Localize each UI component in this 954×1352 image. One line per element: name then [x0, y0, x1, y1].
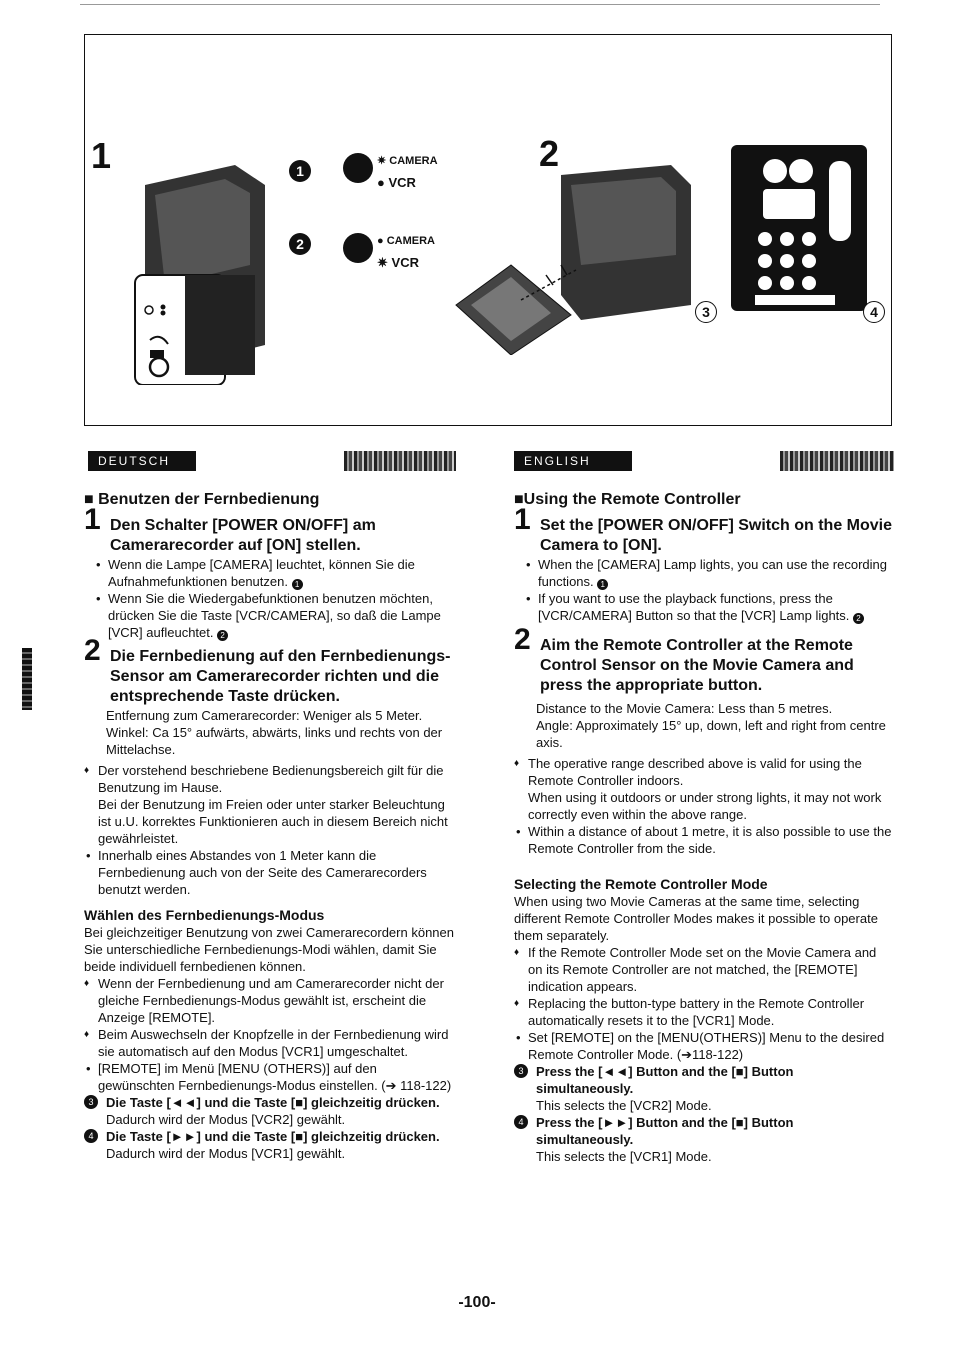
side-tab-marker — [22, 648, 32, 710]
lamp1-camera-label: CAMERA — [389, 155, 438, 167]
english-step-1-bullet-2: If you want to use the playback functions, press the [VCR/CAMERA] Button so that the [VCR] Lamp lights. — [538, 591, 850, 623]
figure-step-2-number: 2 — [539, 133, 560, 174]
german-step-1-bullet-1: Wenn die Lampe [CAMERA] leuchtet, können Sie die Aufnahmefunktionen benutzen. — [108, 557, 415, 589]
german-angle: Winkel: Ca 15° aufwärts, abwärts, links und rechts von der Mittelachse. — [106, 725, 443, 757]
lamp-indicator-2 — [343, 233, 373, 263]
lamp2-camera-label: CAMERA — [386, 235, 435, 247]
english-step-1-bullet-1: When the [CAMERA] Lamp lights, you can use the recording functions. — [538, 557, 888, 589]
figure-step-1-number: 1 — [91, 135, 112, 176]
lamp-indicator-1 — [343, 153, 373, 183]
german-marker-1: 1 — [292, 579, 303, 590]
english-marker-1: 1 — [597, 579, 608, 590]
lang-label-german: DEUTSCH — [88, 451, 196, 471]
sparkle-icon: ✷ — [377, 255, 388, 270]
german-step-3-text: Dadurch wird der Modus [VCR2] gewählt. — [106, 1112, 346, 1127]
english-step-3-marker: 3 — [514, 1064, 528, 1078]
german-step-3-title: Die Taste [◄◄] und die Taste [■] gleichzeitig drücken. — [106, 1095, 440, 1110]
top-rule — [80, 4, 880, 5]
english-step-1-title: Set the [POWER ON/OFF] Switch on the Movie Camera to [ON]. — [540, 517, 893, 554]
german-diamond-1: ♦ Der vorstehend beschriebene Bedienungsbereich gilt für die Benutzung im Hause. — [84, 762, 456, 796]
english-step-4-title: Press the [►►] Button and the [■] Button simultaneously. — [536, 1115, 794, 1147]
german-step-4-marker: 4 — [84, 1129, 98, 1143]
english-diamond-2: ♦ If the Remote Controller Mode set on the Movie Camera and on its Remote Controller are not matched, the [REMOTE] indication appears. — [514, 944, 894, 995]
german-step-3-marker: 3 — [84, 1095, 98, 1109]
german-bullet-4: • [REMOTE] im Menü [MENU (OTHERS)] auf den gewünschten Fernbedienungs-Modus einstellen. (➔ 118-122) — [84, 1060, 456, 1094]
page-number: -100- — [458, 1294, 496, 1311]
english-diamond-1: ♦ The operative range described above is valid for using the Remote Controller indoors. — [514, 755, 894, 789]
marker-1: 1 — [289, 160, 311, 182]
camcorder-illustration-1 — [125, 145, 275, 385]
dot-icon: ● — [377, 175, 385, 190]
german-step-2-number: 2 — [84, 634, 101, 667]
illustration-box — [84, 34, 892, 426]
german-subheading: Wählen des Fernbedienungs-Modus — [84, 907, 325, 923]
marker-3: 3 — [695, 301, 717, 323]
lamp1-vcr-label: VCR — [388, 175, 416, 190]
lang-label-english: ENGLISH — [514, 451, 632, 471]
marker-4: 4 — [863, 301, 885, 323]
english-step-3-title: Press the [◄◄] Button and the [■] Button simultaneously. — [536, 1064, 794, 1096]
sparkle-icon: ✷ — [377, 155, 387, 167]
english-step-3-text: This selects the [VCR2] Mode. — [536, 1098, 712, 1113]
english-marker-2: 2 — [853, 613, 864, 624]
english-sub-paragraph: When using two Movie Cameras at the same time, selecting different Remote Controller Modes makes it possible to operate them separately. — [514, 894, 878, 943]
german-step-1-title: Den Schalter [POWER ON/OFF] am Camerarecorder auf [ON] stellen. — [110, 517, 376, 554]
english-subheading: Selecting the Remote Controller Mode — [514, 876, 768, 892]
english-bullet-4: • Set [REMOTE] on the [MENU(OTHERS)] Menu to the desired Remote Controller Mode. (➔118-122) — [514, 1029, 894, 1063]
english-diamond-3: ♦ Replacing the button-type battery in the Remote Controller automatically resets it to the [VCR1] Mode. — [514, 995, 894, 1029]
remote-controller-illustration — [729, 143, 869, 313]
german-step-1-bullet-2: Wenn Sie die Wiedergabefunktionen benutzen möchten, drücken Sie die Taste [VCR/CAMERA], so daß die Lampe [VCR] aufleuchtet. — [108, 591, 441, 640]
english-step-2-number: 2 — [514, 623, 531, 656]
german-diamond-3: ♦ Beim Auswechseln der Knopfzelle in der Fernbedienung wird sie automatisch auf den Modus [VCR1] umgeschaltet. — [84, 1026, 456, 1060]
english-diamond-1-cont: When using it outdoors or under strong lights, it may not work correctly even within the above range. — [528, 790, 882, 822]
german-step-1-number: 1 — [84, 503, 101, 536]
english-bullet-3: • Within a distance of about 1 metre, it is also possible to use the Remote Controller from the side. — [514, 823, 894, 857]
english-step-1-number: 1 — [514, 503, 531, 536]
german-diamond-1-cont: Bei der Benutzung im Freien oder unter starker Beleuchtung ist u.U. korrektes Funktionieren auch in diesem Bereich nicht gewährleistet. — [98, 797, 448, 846]
english-step-4-text: This selects the [VCR1] Mode. — [536, 1149, 712, 1164]
dot-icon: ● — [377, 235, 384, 247]
english-step-2-title: Aim the Remote Controller at the Remote Control Sensor on the Movie Camera and press the appropriate button. — [540, 637, 854, 694]
english-heading: Using the Remote Controller — [523, 491, 741, 508]
lang-pattern-bar-english — [780, 451, 894, 471]
german-step-2-title: Die Fernbedienung auf den Fernbedienungs-Sensor am Camerarecorder richten und die entsprechende Taste drücken. — [110, 648, 451, 705]
german-column: ■ Benutzen der Fernbedienung 1 Den Schalter [POWER ON/OFF] am Camerarecorder auf [ON] stellen. • Wenn die Lampe [CAMERA] leuchtet, können Sie die Aufnahmefunktionen benutzen. 1 • Wenn Sie die Wiedergabefunktionen benutzen möchten, drücken Sie die Taste [VCR/CAMERA], so daß die Lampe [VCR] aufleuchtet. 2 2 Die Fernbedienung auf den Fernbedienungs-Sensor am Camerarecorder richten und die entsprechende Taste drücken. Entfernung zum Camerarecorder: Weniger als 5 Meter. Winkel: Ca 15° aufwärts, abwärts, links und rechts von der Mittelachse. ♦ Der vorstehend beschriebene Bedienungsbereich gilt für die Benutzung im Hause. Bei der Benutzung im Freien oder unter starker Beleuchtung ist u.U. korrektes Funktionieren auch in diesem Bereich nicht gewährleistet. • Innerhalb eines Abstandes von 1 Meter kann die Fernbedienung auch von der Seite des Camerarecorders benutzt werden. Wählen des Fernbedienungs-Modus Bei gleichzeitiger Benutzung von zwei Camerarecordern können Sie unterschiedliche Fernbedienungs-Modi wählen, damit Sie beide individuell fernbedienen können. ♦ Wenn der Fernbedienung und am Camerarecorder nicht der gleiche Fernbedienungs-Modus gewählt ist, erscheint die Anzeige [REMOTE]. ♦ Beim Auswechseln der Knopfzelle in der Fernbedienung wird sie automatisch auf den Modus [VCR1] umgeschaltet. • [REMOTE] im Menü [MENU (OTHERS)] auf den gewünschten Fernbedienungs-Modus einstellen. (➔ 118-122) 3 Die Taste [◄◄] und die Taste [■] gleichzeitig drücken. Dadurch wird der Modus [VCR2] gewählt. 4 Die Taste [►►] und die Taste [■] gleichzeitig drücken. Dadurch wird der Modus [VCR1] gewählt. — [84, 490, 456, 1162]
english-angle: Angle: Approximately 15° up, down, left and right from centre axis. — [536, 718, 886, 750]
german-marker-2: 2 — [217, 630, 228, 641]
german-heading: Benutzen der Fernbedienung — [98, 491, 320, 508]
german-distance: Entfernung zum Camerarecorder: Weniger als 5 Meter. — [106, 708, 423, 723]
german-diamond-2: ♦ Wenn der Fernbedienung und am Camerarecorder nicht der gleiche Fernbedienungs-Modus gewählt ist, erscheint die Anzeige [REMOTE]. — [84, 975, 456, 1026]
english-step-4-marker: 4 — [514, 1115, 528, 1129]
english-column: ■Using the Remote Controller 1 Set the [POWER ON/OFF] Switch on the Movie Camera to [ON]. • When the [CAMERA] Lamp lights, you can use the recording functions. 1 • If you want to use the playback functions, press the [VCR/CAMERA] Button so that the [VCR] Lamp lights. 2 2 Aim the Remote Controller at the Remote Control Sensor on the Movie Camera and press the appropriate button. Distance to the Movie Camera: Less than 5 metres. Angle: Approximately 15° up, down, left and right from centre axis. ♦ The operative range described above is valid for using the Remote Controller indoors. When using it outdoors or under strong lights, it may not work correctly even within the above range. • Within a distance of about 1 metre, it is also possible to use the Remote Controller from the side. Selecting the Remote Controller Mode When using two Movie Cameras at the same time, selecting different Remote Controller Modes makes it possible to operate them separately. ♦ If the Remote Controller Mode set on the Movie Camera and on its Remote Controller are not matched, the [REMOTE] indication appears. ♦ Replacing the button-type battery in the Remote Controller automatically resets it to the [VCR1] Mode. • Set [REMOTE] on the [MENU(OTHERS)] Menu to the desired Remote Controller Mode. (➔118-122) 3 Press the [◄◄] Button and the [■] Button simultaneously. This selects the [VCR2] Mode. 4 Press the [►►] Button and the [■] Button simultaneously. This selects the [VCR1] Mode. — [514, 490, 894, 1165]
lang-pattern-bar-german — [344, 451, 456, 471]
english-distance: Distance to the Movie Camera: Less than 5 metres. — [536, 701, 833, 716]
camcorder-with-remote-illustration — [451, 155, 701, 355]
german-step-4-title: Die Taste [►►] und die Taste [■] gleichzeitig drücken. — [106, 1129, 440, 1144]
german-step-4-text: Dadurch wird der Modus [VCR1] gewählt. — [106, 1146, 346, 1161]
german-bullet-3: • Innerhalb eines Abstandes von 1 Meter kann die Fernbedienung auch von der Seite des Camerarecorders benutzt werden. — [84, 847, 456, 898]
lamp2-vcr-label: VCR — [391, 255, 419, 270]
german-sub-paragraph: Bei gleichzeitiger Benutzung von zwei Camerarecordern können Sie unterschiedliche Fernbedienungs-Modi wählen, damit Sie beide individuell fernbedienen können. — [84, 925, 454, 974]
marker-2: 2 — [289, 233, 311, 255]
